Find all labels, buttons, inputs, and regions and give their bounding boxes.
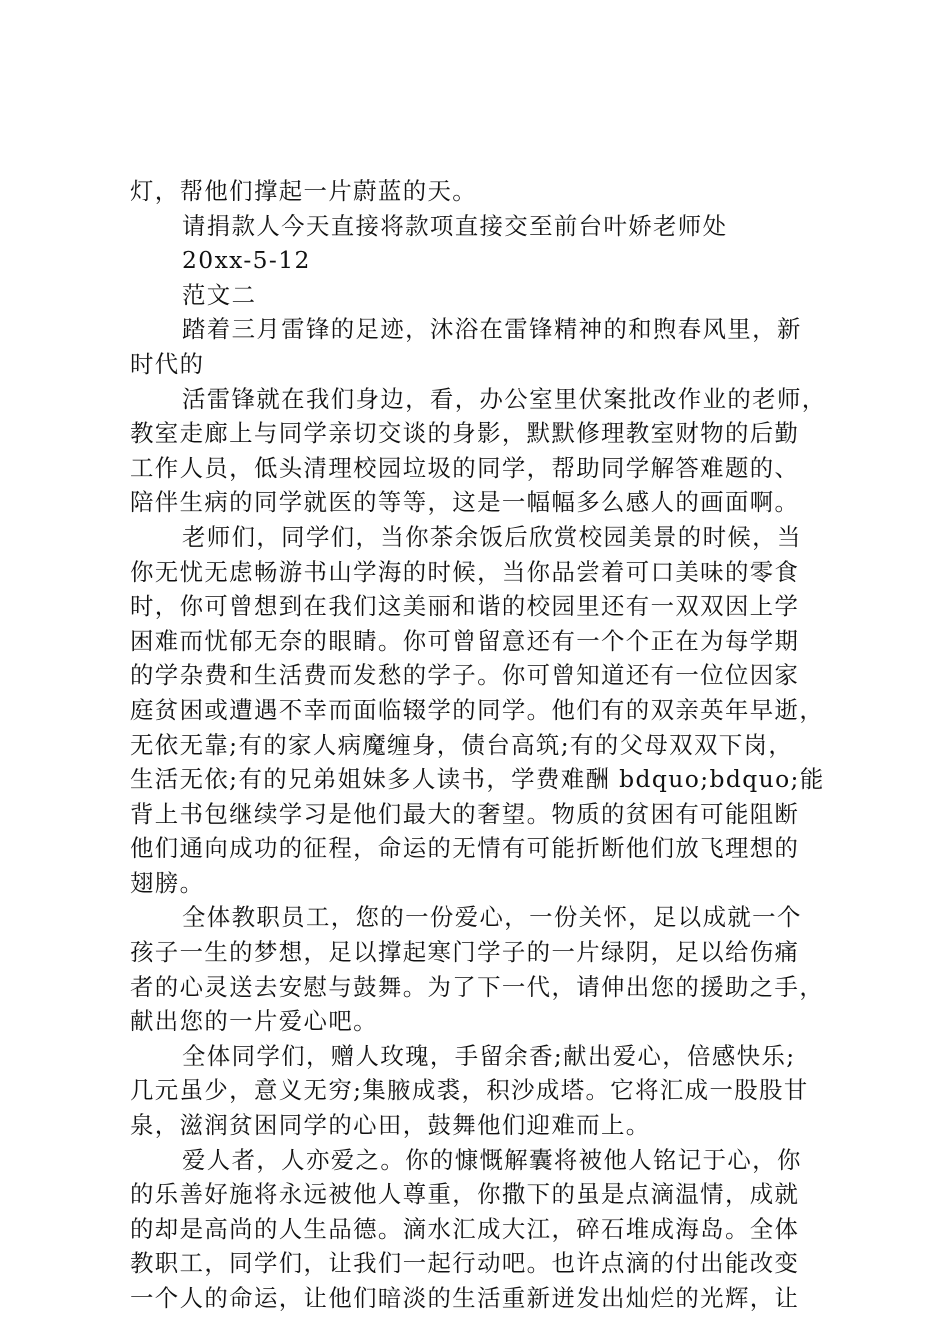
text-line: 20xx-5-12 bbox=[182, 246, 311, 275]
text-line: 翅膀。 bbox=[130, 868, 205, 897]
text-line: 泉，滋润贫困同学的心田，鼓舞他们迎难而上。 bbox=[130, 1111, 651, 1140]
text-line: 活雷锋就在我们身边，看，办公室里伏案批改作业的老师， bbox=[182, 384, 827, 413]
text-line: 生活无依;有的兄弟姐妹多人读书，学费难酬 bdquo;bdquo;能 bbox=[130, 765, 825, 794]
text-line: 困难而忧郁无奈的眼睛。你可曾留意还有一个个正在为每学期 bbox=[130, 626, 800, 655]
text-line: 的学杂费和生活费而发愁的学子。你可曾知道还有一位位因家 bbox=[130, 661, 800, 690]
text-line: 庭贫困或遭遇不幸而面临辍学的同学。他们有的双亲英年早逝， bbox=[130, 695, 825, 724]
text-line: 一个人的命运，让他们暗淡的生活重新迸发出灿烂的光辉，让 bbox=[130, 1284, 800, 1312]
text-line: 他们通向成功的征程，命运的无情有可能折断他们放飞理想的 bbox=[130, 834, 800, 863]
text-line: 灯，帮他们撑起一片蔚蓝的天。 bbox=[130, 177, 478, 205]
text-line: 老师们，同学们，当你茶余饭后欣赏校园美景的时候，当 bbox=[182, 522, 802, 551]
text-line: 时代的 bbox=[130, 349, 205, 378]
text-line: 献出您的一片爱心吧。 bbox=[130, 1007, 378, 1036]
text-line: 范文二 bbox=[182, 280, 257, 309]
text-line: 者的心灵送去安慰与鼓舞。为了下一代，请伸出您的援助之手， bbox=[130, 972, 825, 1001]
text-line: 教职工，同学们，让我们一起行动吧。也许点滴的付出能改变 bbox=[130, 1249, 800, 1278]
text-line: 孩子一生的梦想，足以撑起寒门学子的一片绿阴，足以给伤痛 bbox=[130, 938, 800, 967]
text-line: 无依无靠;有的家人病魔缠身，债台高筑;有的父母双双下岗， bbox=[130, 730, 794, 759]
text-line: 全体同学们，赠人玫瑰，手留余香;献出爱心，倍感快乐; bbox=[182, 1041, 796, 1070]
text-line: 爱人者，人亦爱之。你的慷慨解囊将被他人铭记于心，你 bbox=[182, 1145, 802, 1174]
text-line: 全体教职员工，您的一份爱心，一份关怀，足以成就一个 bbox=[182, 903, 802, 932]
text-line: 你无忧无虑畅游书山学海的时候，当你品尝着可口美味的零食 bbox=[130, 557, 800, 586]
text-line: 教室走廊上与同学亲切交谈的身影，默默修理教室财物的后勤 bbox=[130, 419, 800, 448]
text-line: 陪伴生病的同学就医的等等，这是一幅幅多么感人的画面啊。 bbox=[130, 488, 800, 517]
text-line: 背上书包继续学习是他们最大的奢望。物质的贫困有可能阻断 bbox=[130, 799, 800, 828]
text-line: 时，你可曾想到在我们这美丽和谐的校园里还有一双双因上学 bbox=[130, 592, 800, 621]
document-body bbox=[130, 174, 830, 1316]
text-line: 工作人员，低头清理校园垃圾的同学，帮助同学解答难题的、 bbox=[130, 453, 800, 482]
text-line: 踏着三月雷锋的足迹，沐浴在雷锋精神的和煦春风里，新 bbox=[182, 315, 802, 344]
text-line: 请捐款人今天直接将款项直接交至前台叶娇老师处 bbox=[182, 211, 728, 240]
text-line: 几元虽少，意义无穷;集腋成裘，积沙成塔。它将汇成一股股甘 bbox=[130, 1076, 809, 1105]
text-line: 的却是高尚的人生品德。滴水汇成大江，碎石堆成海岛。全体 bbox=[130, 1214, 800, 1243]
text-line: 的乐善好施将永远被他人尊重，你撒下的虽是点滴温情，成就 bbox=[130, 1180, 800, 1209]
